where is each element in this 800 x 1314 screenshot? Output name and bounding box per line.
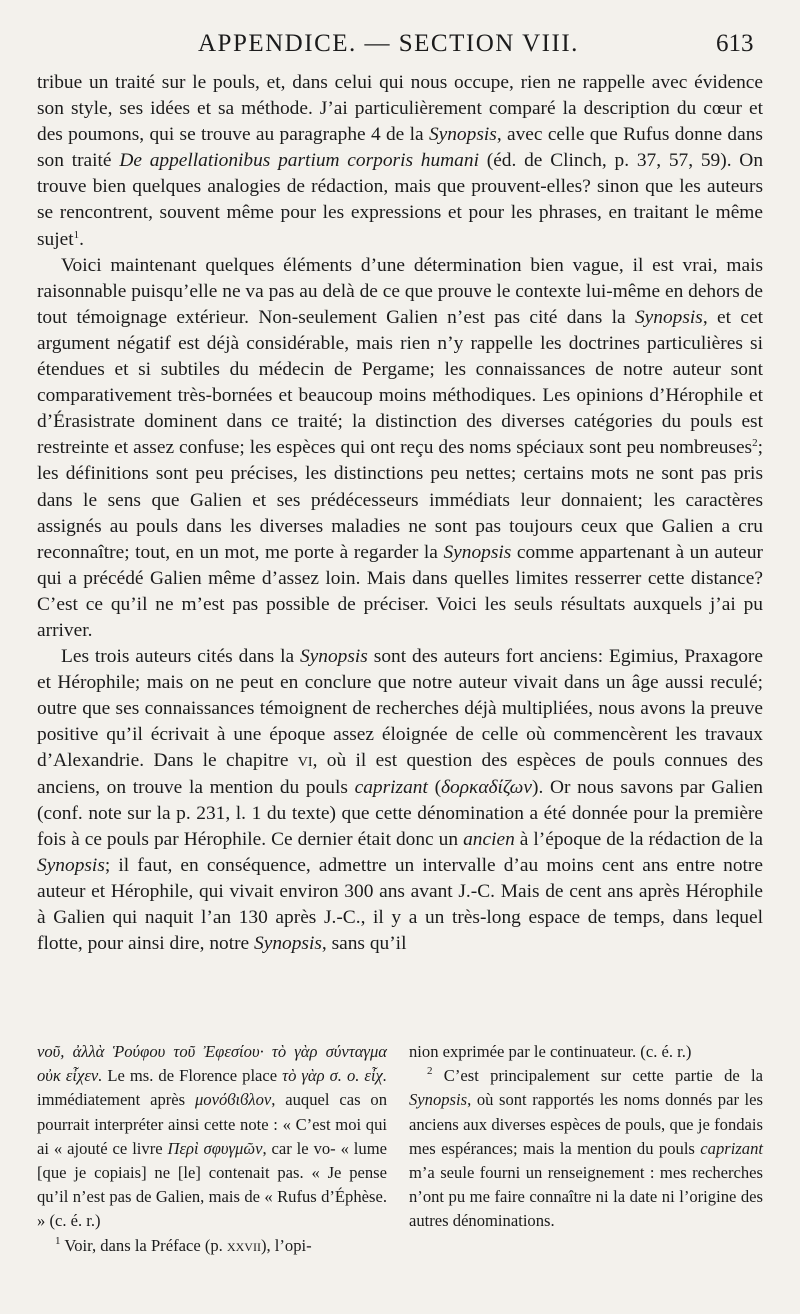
text-run: , avec celle que Rufus donne dans son traité bbox=[37, 124, 763, 172]
italic-title: Synopsis bbox=[37, 854, 105, 876]
italic-term: caprizant bbox=[354, 776, 428, 798]
text-run: à l’époque de la rédaction de la bbox=[514, 828, 764, 850]
text-run: ( bbox=[427, 776, 442, 798]
footnotes-left-column bbox=[37, 1040, 387, 1258]
footnote-continuation bbox=[37, 1040, 387, 1234]
text-run: C’est principalement sur cette partie de la bbox=[432, 1066, 763, 1086]
text-run: ). Or nous savons par Galien (conf. note sur la p. 231, l. 1 du texte) que cette dénomination a été donnée pour la première fois à ce pouls par Hérophile. Ce dernier était donc un bbox=[37, 776, 763, 850]
greek-text: νοῦ, ἀλλὰ Ῥούφου τοῦ Ἐφεσίου· τὸ γὰρ σύνταγμα οὐκ εἶχεν. bbox=[37, 1042, 387, 1086]
italic-title: Synopsis bbox=[254, 933, 322, 955]
roman-numeral: xxvii bbox=[226, 1235, 261, 1255]
italic-term: caprizant bbox=[700, 1138, 763, 1158]
text-run: nion exprimée par le continuateur. (c. é. r.) bbox=[409, 1042, 692, 1061]
text-run: comme appartenant à un auteur qui a précédé Galien même d’assez loin. Mais dans quelles limites resserrer cette distance? C’est ce qu’il ne m’est pas possible de préciser. Voici les seuls résultats auxquels j’ai pu arriver. bbox=[37, 541, 763, 641]
text-run: , où il est question des espèces de pouls connues des anciens, on trouve la mention du pouls bbox=[37, 750, 763, 798]
footnote-ref: 2 bbox=[752, 437, 758, 450]
page-number: 613 bbox=[716, 30, 754, 57]
text-run: sont des auteurs fort anciens: Egimius, Praxagore et Hérophile; mais on ne peut en conclure que notre auteur vivait dans un âge aussi reculé; outre que ses connaissances témoignent de recherches déjà multipliées, nous avons la preuve positive qu’il écrivait à une époque assez éloignée de celle où commencèrent les travaux d’Alexandrie. Dans le chapitre bbox=[37, 646, 763, 772]
italic-title: Synopsis bbox=[409, 1090, 468, 1110]
footnote-1-continuation bbox=[409, 1040, 763, 1064]
page-header bbox=[0, 30, 800, 64]
text-run: , car le vo- « lume [que je copiais] ne [le] contenait pas. « Je pense qu’il n’est pas de Galien, mais de « Rufus d’Éphèse. » (c. é. r.) bbox=[37, 1138, 387, 1231]
footnotes-right-column bbox=[409, 1040, 763, 1234]
text-run: tribue un traité sur le pouls, et, dans celui qui nous occupe, rien ne rappelle avec évidence son style, ses idées et sa méthode. J’ai particulièrement comparé la description du cœur et des poumons, qui se trouve au paragraphe 4 de la bbox=[37, 72, 763, 146]
text-run: Le ms. de Florence place bbox=[102, 1066, 283, 1086]
footnote-2 bbox=[409, 1064, 763, 1233]
text-run: (éd. de Clinch, p. 37, 57, 59). On trouve bien quelques analogies de rédaction, mais que prouvent-elles? sinon que les auteurs se rencontrent, souvent même pour les expressions et pour les phrases, en traitant le même sujet bbox=[37, 150, 764, 250]
text-run: m’a seule fourni un renseignement : mes recherches n’ont pu me faire connaître ni la date ni l’origine des autres dénominations. bbox=[409, 1163, 763, 1231]
paragraph-2 bbox=[37, 253, 763, 644]
italic-title: Synopsis bbox=[634, 306, 703, 328]
italic-title: Synopsis bbox=[428, 124, 497, 146]
text-run: , auquel cas on pourrait interpréter ainsi cette note : « C’est moi qui ai « ajouté ce livre bbox=[37, 1090, 388, 1158]
text-run: , où sont rapportés les noms donnés par les anciens aux diverses espèces de pouls, que je fondais mes espérances; mais la mention du pouls bbox=[409, 1090, 763, 1158]
running-title: APPENDICE. — SECTION VIII. bbox=[198, 30, 579, 57]
footnote-1 bbox=[37, 1234, 387, 1258]
text-run: ), l’opi- bbox=[260, 1235, 312, 1255]
text-run: Voir, dans la Préface (p. bbox=[60, 1235, 227, 1255]
text-run: ; il faut, en conséquence, admettre un intervalle d’au moins cent ans entre notre auteur et Hérophile, qui vivait environ 300 ans avant J.-C. Mais de cent ans après Hérophile à Galien qui naquit l’an 130 après J.-C., il y a un très-long espace de temps, dans lequel flotte, pour ainsi dire, notre bbox=[37, 854, 763, 955]
paragraph-1 bbox=[37, 70, 763, 253]
text-run: ; les définitions sont peu précises, les distinctions peu nettes; certains mots ne sont pas pris dans le sens que Galien et ses prédécesseurs immédiats leur donnaient; les caractères assignés au pouls dans les diverses maladies ne sont pas toujours ceux que Galien a cru reconnaître; tout, en un mot, me porte à regarder la bbox=[37, 437, 763, 563]
paragraph-3 bbox=[37, 644, 763, 957]
text-run: Voici maintenant quelques éléments d’une détermination bien vague, il est vrai, mais raisonnable puisqu’elle ne va pas au delà de ce que prouve le contexte lui-même en dehors de tout témoignage extérieur. Non-seulement Galien n’est pas cité dans la bbox=[37, 254, 763, 328]
footnote-ref: 1 bbox=[73, 228, 80, 241]
greek-text: μονόϐιϐλον bbox=[194, 1090, 272, 1110]
italic-title: De appellationibus partium corporis humani bbox=[119, 150, 479, 172]
text-run: , et cet argument négatif est déjà considérable, mais rien n’y rappelle les doctrines particulières si étendues et si subtiles du médecin de Pergame; les connaissances de notre auteur sont comparativement très-bornées et beaucoup moins méthodiques. Les opinions d’Hérophile et d’Érasistrate dominent dans ce traité; la distinction des diverses catégories du pouls est restreinte et assez confuse; les espèces qui ont reçu des noms spéciaux sont peu nombreuses bbox=[37, 306, 763, 459]
text-run: , sans qu’il bbox=[321, 933, 407, 955]
text-run: immédiatement après bbox=[37, 1090, 195, 1110]
italic-title: Synopsis bbox=[299, 646, 368, 668]
chapter-number: vi bbox=[297, 750, 313, 772]
greek-text: τὸ γὰρ σ. ο. εἶχ. bbox=[282, 1066, 388, 1086]
footnote-marker: 2 bbox=[427, 1065, 433, 1078]
text-run: Les trois auteurs cités dans la bbox=[61, 646, 300, 668]
italic-term: ancien bbox=[463, 828, 515, 850]
greek-text: Περὶ σφυγμῶν bbox=[167, 1138, 263, 1158]
text-run: . bbox=[79, 228, 84, 250]
main-text bbox=[37, 70, 763, 957]
footnote-marker: 1 bbox=[55, 1234, 61, 1247]
italic-title: Synopsis bbox=[443, 541, 512, 563]
greek-term: δορκαδίζων bbox=[441, 776, 532, 798]
